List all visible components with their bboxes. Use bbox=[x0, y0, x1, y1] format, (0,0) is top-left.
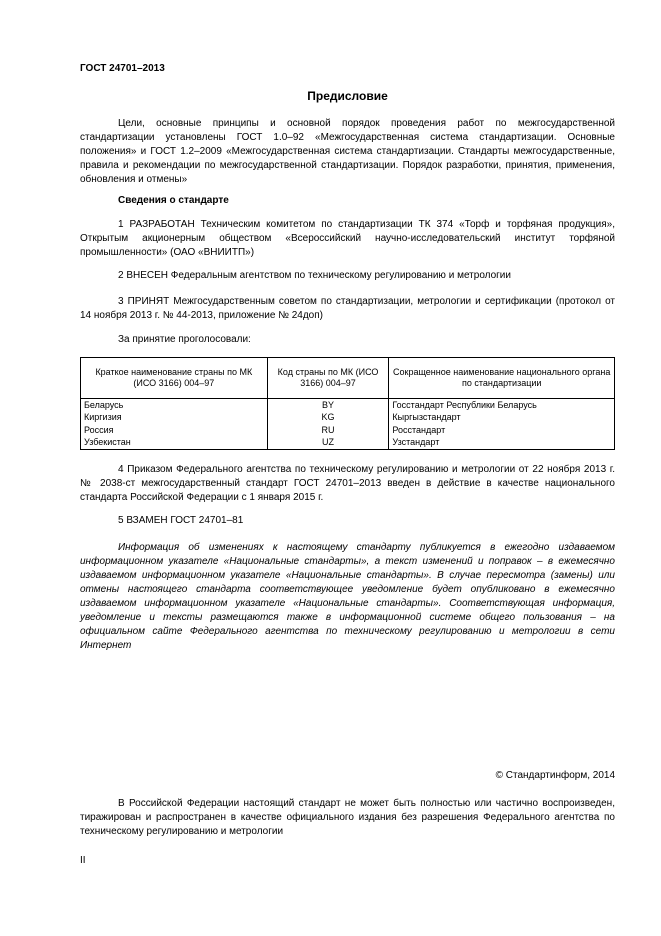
table-row bbox=[81, 424, 615, 436]
cell-code: KG bbox=[267, 411, 389, 423]
cell-country: Россия bbox=[81, 424, 268, 436]
table-header-row bbox=[81, 358, 615, 399]
rights-paragraph: В Российской Федерации настоящий стандарт не может быть полностью или частично воспроизведен, тиражирован и распространен в качестве официального издания без разрешения Федерального агентства по техническому регулированию и метрологии bbox=[80, 798, 615, 837]
page-title: Предисловие bbox=[307, 89, 388, 103]
column-header-code: Код страны по МК (ИСО 3166) 004–97 bbox=[267, 358, 389, 399]
cell-country: Киргизия bbox=[81, 411, 268, 423]
page-number: II bbox=[80, 855, 86, 866]
cell-agency: Госстандарт Республики Беларусь bbox=[389, 399, 615, 412]
cell-country: Узбекистан bbox=[81, 436, 268, 449]
cell-agency: Кыргызстандарт bbox=[389, 411, 615, 423]
changes-notice-paragraph: Информация об изменениях к настоящему стандарту публикуется в ежегодно издаваемом информационном указателе «Национальные стандарты», а текст изменений и поправок – в ежемесячно издаваемом информационном указателе «Национальные стандарты». В случае пересмотра (замены) или отмены настоящего стандарта соответствующее уведомление будет опубликовано в ежемесячно издаваемом информационном указателе «Национальные стандарты». Соответствующая информация, уведомление и тексты размещаются также в информационной системе общего пользования – на официальном сайте Федерального агентства по техническому регулированию и метрологии в сети Интернет bbox=[80, 542, 615, 651]
cell-agency: Росстандарт bbox=[389, 424, 615, 436]
cell-country: Беларусь bbox=[81, 399, 268, 412]
cell-code: UZ bbox=[267, 436, 389, 449]
standard-code-header: ГОСТ 24701–2013 bbox=[80, 63, 165, 74]
item-4-paragraph: 4 Приказом Федерального агентства по техническому регулированию и метрологии от 22 ноября 2013 г. № 2038-ст межгосударственный стандарт ГОСТ 24701–2013 введен в действие в качестве национального стандарта Российской Федерации с 1 января 2015 г. bbox=[80, 464, 615, 503]
table-row bbox=[81, 411, 615, 423]
column-header-agency: Сокращенное наименование национального органа по стандартизации bbox=[389, 358, 615, 399]
table-row bbox=[81, 399, 615, 412]
cell-code: BY bbox=[267, 399, 389, 412]
item-3-paragraph: 3 ПРИНЯТ Межгосударственным советом по стандартизации, метрологии и сертификации (протокол от 14 ноября 2013 г. № 44-2013, приложение № 24доп) bbox=[80, 296, 615, 321]
item-1-paragraph: 1 РАЗРАБОТАН Техническим комитетом по стандартизации ТК 374 «Торф и торфяная продукция», Открытым акционерным обществом «Всероссийский научно-исследовательский институт торфяной промышленности» (ОАО «ВНИИТП») bbox=[80, 219, 615, 258]
voting-countries-table bbox=[80, 357, 615, 450]
item-2-paragraph: 2 ВНЕСЕН Федеральным агентством по техническому регулированию и метрологии bbox=[118, 270, 511, 281]
voted-label: За принятие проголосовали: bbox=[118, 334, 251, 345]
cell-agency: Узстандарт bbox=[389, 436, 615, 449]
info-heading: Сведения о стандарте bbox=[118, 195, 229, 206]
cell-code: RU bbox=[267, 424, 389, 436]
copyright-notice: © Стандартинформ, 2014 bbox=[495, 770, 615, 781]
intro-paragraph: Цели, основные принципы и основной порядок проведения работ по межгосударственной стандартизации установлены ГОСТ 1.0–92 «Межгосударственная система стандартизации. Основные положения» и ГОСТ 1.2–2009 «Межгосударственная система стандартизации. Стандарты межгосударственные, правила и рекомендации по межгосударственной стандартизации. Порядок разработки, принятия, применения, обновления и отмены» bbox=[80, 118, 615, 185]
item-5-paragraph: 5 ВЗАМЕН ГОСТ 24701–81 bbox=[118, 515, 244, 526]
table-row bbox=[81, 436, 615, 449]
column-header-country: Краткое наименование страны по МК (ИСО 3166) 004–97 bbox=[81, 358, 268, 399]
